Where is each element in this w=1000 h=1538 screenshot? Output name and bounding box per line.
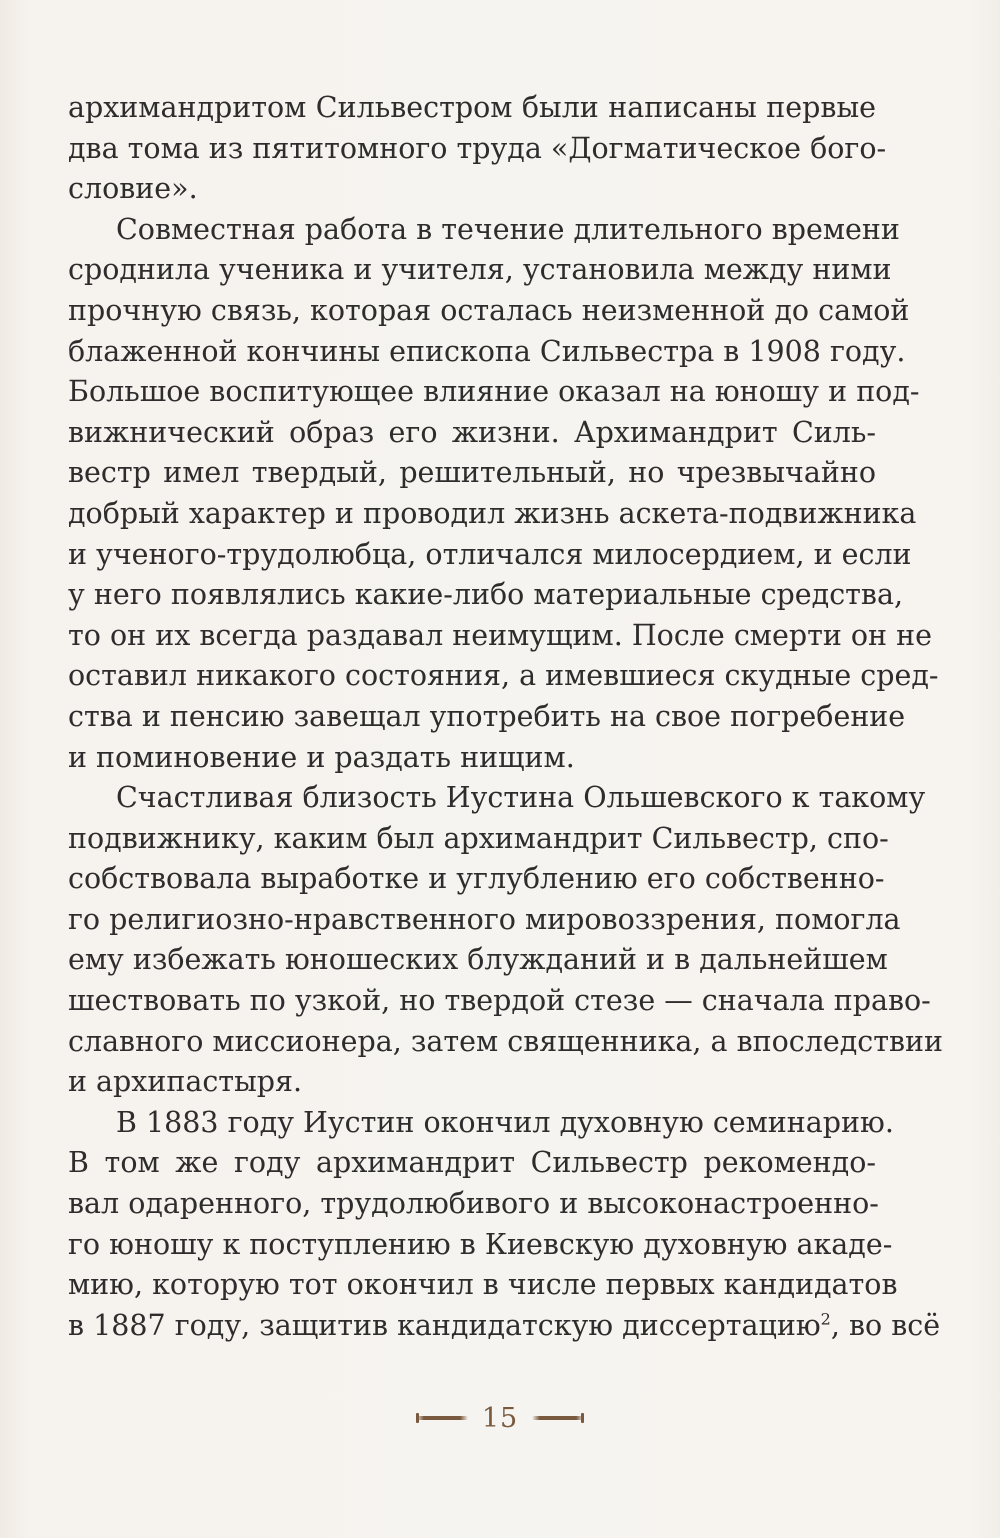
text-line: вестр имел твердый, решительный, но чрезвычайно: [68, 456, 876, 490]
body-text: [68, 88, 944, 1346]
ornament-rule-left: [416, 1416, 468, 1420]
text-line: славного миссионера, затем священника, а впоследствии: [68, 1024, 944, 1058]
line-text: во всё: [848, 1308, 941, 1342]
text-line: мию, которую тот окончил в числе первых кандидатов: [68, 1268, 898, 1302]
text-line: Большое воспитующее влияние оказал на юношу и под-: [68, 375, 920, 409]
text-line: оставил никакого состояния, а имевшиеся скудные сред-: [68, 659, 939, 693]
text-line: и ученого-трудолюбца, отличался милосердием, и если: [68, 537, 912, 571]
text-line: у него появлялись какие-либо материальные средства,: [68, 578, 904, 612]
text-line: блаженной кончины епископа Сильвестра в 1908 году.: [68, 334, 906, 368]
ornament-rule-right: [532, 1416, 584, 1420]
text-line: сроднила ученика и учителя, установила между ними: [68, 253, 892, 287]
text-line: подвижнику, каким был архимандрит Сильвестр, спо-: [68, 821, 889, 855]
text-line: и поминовение и раздать нищим.: [68, 740, 575, 774]
text-line: и архипастыря.: [68, 1065, 303, 1099]
paragraph-first-line: Счастливая близость Иустина Ольшевского к такому: [116, 781, 926, 815]
line-text: ,: [830, 1308, 849, 1342]
text-line: словие».: [68, 172, 198, 206]
text-line: собствовала выработке и углублению его собственно-: [68, 862, 885, 896]
text-line: ему избежать юношеских блужданий и в дальнейшем: [68, 943, 888, 977]
footnote-marker[interactable]: 2: [820, 1309, 831, 1329]
text-line: го юношу к поступлению в Киевскую духовную акаде-: [68, 1227, 893, 1261]
text-line: то он их всегда раздавал неимущим. После смерти он не: [68, 618, 932, 652]
text-line: добрый характер и проводил жизнь аскета-подвижника: [68, 496, 917, 530]
page-footer: [0, 1398, 1000, 1438]
text-line: го религиозно-нравственного мировоззрения, помогла: [68, 902, 901, 936]
text-line: В том же году архимандрит Сильвестр рекомендо-: [68, 1146, 876, 1180]
text-line: шествовать по узкой, но твердой стезе — сначала право-: [68, 984, 931, 1018]
page-number: 15: [481, 1402, 519, 1434]
text-line: архимандритом Сильвестром были написаны первые: [68, 91, 876, 124]
line-text: в 1887 году, защитив кандидатскую диссертацию: [68, 1308, 821, 1342]
paragraph-first-line: В 1883 году Иустин окончил духовную семинарию.: [116, 1105, 894, 1139]
text-line: прочную связь, которая осталась неизменной до самой: [68, 293, 910, 327]
text-line: два тома из пятитомного труда «Догматическое бого-: [68, 131, 887, 165]
text-line-with-footnote: [68, 1306, 941, 1347]
text-line: ства и пенсию завещал употребить на свое погребение: [68, 699, 906, 733]
text-line: вижнический образ его жизни. Архимандрит Силь-: [68, 415, 876, 449]
paragraph-first-line: Совместная работа в течение длительного времени: [116, 212, 900, 246]
text-line: вал одаренного, трудолюбивого и высоконастроенно-: [68, 1187, 879, 1221]
